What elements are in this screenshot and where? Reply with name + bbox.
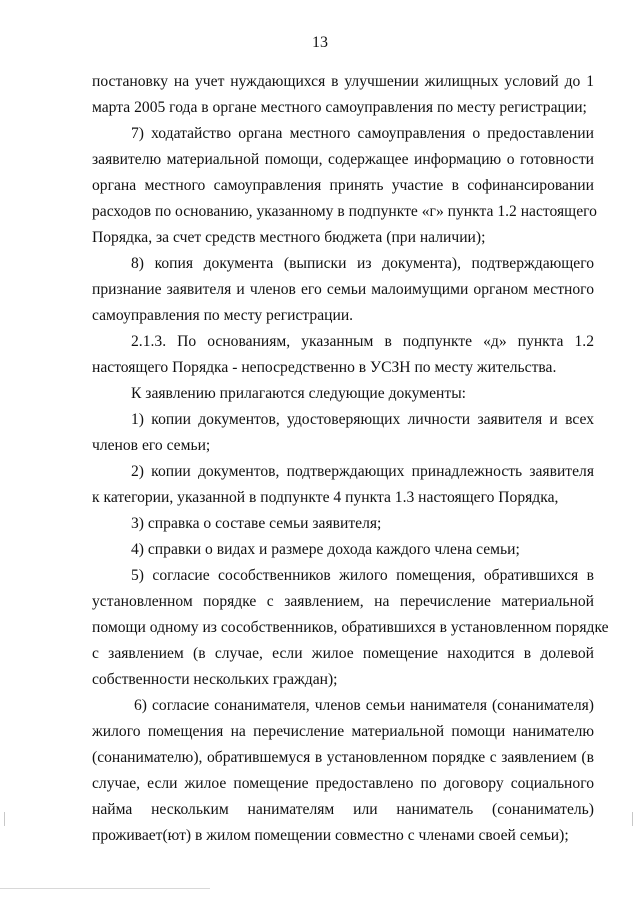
text-line: установленном порядке с заявлением, на перечисление материальной	[92, 593, 594, 610]
text-line: (сонанимателю), обратившемуся в установленном порядке с заявлением (в	[92, 749, 594, 766]
text-line: 8) копия документа (выписки из документа), подтверждающего	[131, 255, 594, 272]
text-line: 7) ходатайство органа местного самоуправления о предоставлении	[131, 125, 594, 142]
text-line: Порядка, за счет средств местного бюджета (при наличии);	[92, 229, 486, 246]
text-line: постановку на учет нуждающихся в улучшении жилищных условий до 1	[92, 73, 594, 90]
text-line: органа местного самоуправления принять участие в софинансировании	[92, 177, 594, 194]
scan-artifact	[632, 812, 633, 826]
text-line: К заявлению прилагаются следующие документы:	[131, 385, 467, 402]
text-line: собственности нескольких граждан);	[92, 671, 338, 688]
text-line: жилого помещения на перечисление материальной помощи нанимателю	[92, 723, 594, 740]
text-line: заявителю материальной помощи, содержащее информацию о готовности	[92, 151, 594, 168]
scan-artifact	[0, 888, 210, 889]
text-line: 5) согласие сособственников жилого помещения, обратившихся в	[131, 567, 594, 584]
text-line: помощи одному из сособственников, обратившихся в установленном порядке	[92, 619, 609, 636]
text-line: 1) копии документов, удостоверяющих личности заявителя и всех	[131, 411, 594, 428]
scan-artifact	[4, 812, 5, 826]
text-line: признание заявителя и членов его семьи малоимущими органом местного	[92, 281, 594, 298]
text-line: 6) согласие сонанимателя, членов семьи нанимателя (сонанимателя)	[134, 697, 594, 714]
text-line: 4) справки о видах и размере дохода каждого члена семьи;	[131, 541, 520, 558]
text-line: к категории, указанной в подпункте 4 пункта 1.3 настоящего Порядка,	[92, 489, 559, 506]
page-number: 13	[312, 34, 328, 51]
text-line: 2) копии документов, подтверждающих принадлежность заявителя	[131, 463, 594, 480]
text-line: случае, если жилое помещение предоставлено по договору социального	[92, 775, 594, 792]
text-line: самоуправления по месту регистрации.	[92, 307, 354, 324]
text-line: проживает(ют) в жилом помещении совместно с членами своей семьи);	[92, 827, 569, 844]
text-line: членов его семьи;	[92, 437, 211, 454]
text-line: найма нескольким нанимателям или наниматель (сонаниматель)	[92, 801, 594, 818]
text-line: с заявлением (в случае, если жилое помещение находится в долевой	[92, 645, 594, 662]
text-line: 2.1.3. По основаниям, указанным в подпункте «д» пункта 1.2	[131, 333, 594, 350]
text-line: 3) справка о составе семьи заявителя;	[131, 515, 382, 532]
text-line: марта 2005 года в органе местного самоуправления по месту регистрации;	[92, 99, 587, 116]
text-line: настоящего Порядка - непосредственно в УСЗН по месту жительства.	[92, 359, 557, 376]
text-line: расходов по основанию, указанному в подпункте «г» пункта 1.2 настоящего	[92, 203, 597, 220]
